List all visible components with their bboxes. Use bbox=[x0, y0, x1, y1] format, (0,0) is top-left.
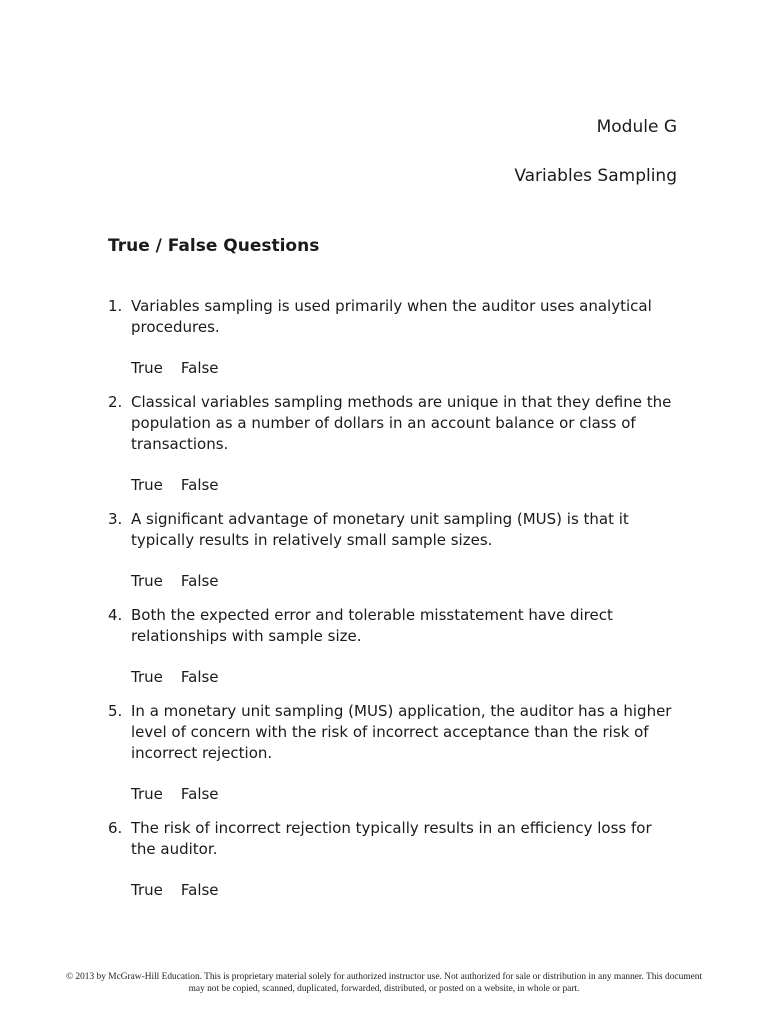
answer-options bbox=[131, 880, 680, 901]
answer-options bbox=[131, 475, 680, 496]
question-text: Classical variables sampling methods are unique in that they define the population as a number of dollars in an account balance or class of transactions. bbox=[131, 393, 672, 453]
answer-options bbox=[131, 358, 680, 379]
question-number: 5. bbox=[108, 702, 123, 720]
question-text: Both the expected error and tolerable misstatement have direct relationships with sample size. bbox=[131, 606, 613, 645]
question-number: 4. bbox=[108, 606, 123, 624]
question-text: In a monetary unit sampling (MUS) application, the auditor has a higher level of concern with the risk of incorrect acceptance than the risk of incorrect rejection. bbox=[131, 702, 672, 762]
question-number: 3. bbox=[108, 510, 123, 528]
copyright-footer: © 2013 by McGraw-Hill Education. This is proprietary material solely for authorized instructor use. Not authorized for sale or distribution in any manner. This document may not be copied, scanned, duplicated, forwarded, distributed, or posted on a website, in whole or part. bbox=[65, 972, 703, 994]
answer-false: False bbox=[180, 572, 219, 590]
question-number: 1. bbox=[108, 297, 123, 315]
question-text: Variables sampling is used primarily when the auditor uses analytical procedures. bbox=[131, 297, 652, 336]
question-number: 6. bbox=[108, 819, 123, 837]
answer-true: True bbox=[131, 572, 163, 590]
answer-false: False bbox=[180, 476, 219, 494]
module-title: Module G bbox=[596, 117, 677, 137]
answer-options bbox=[131, 784, 680, 805]
section-heading: True / False Questions bbox=[108, 236, 320, 256]
answer-false: False bbox=[180, 785, 219, 803]
answer-true: True bbox=[131, 359, 163, 377]
question-item bbox=[108, 296, 680, 379]
question-item bbox=[108, 605, 680, 688]
answer-options bbox=[131, 571, 680, 592]
answer-true: True bbox=[131, 881, 163, 899]
question-item bbox=[108, 701, 680, 805]
answer-false: False bbox=[180, 668, 219, 686]
answer-options bbox=[131, 667, 680, 688]
answer-true: True bbox=[131, 785, 163, 803]
question-list bbox=[108, 296, 680, 914]
question-number: 2. bbox=[108, 393, 123, 411]
answer-true: True bbox=[131, 476, 163, 494]
question-item bbox=[108, 509, 680, 592]
question-item bbox=[108, 818, 680, 901]
answer-false: False bbox=[180, 881, 219, 899]
answer-true: True bbox=[131, 668, 163, 686]
question-item bbox=[108, 392, 680, 496]
answer-false: False bbox=[180, 359, 219, 377]
question-text: A significant advantage of monetary unit sampling (MUS) is that it typically results in relatively small sample sizes. bbox=[131, 510, 629, 549]
module-subtitle: Variables Sampling bbox=[514, 166, 677, 186]
question-text: The risk of incorrect rejection typically results in an efficiency loss for the auditor. bbox=[131, 819, 652, 858]
